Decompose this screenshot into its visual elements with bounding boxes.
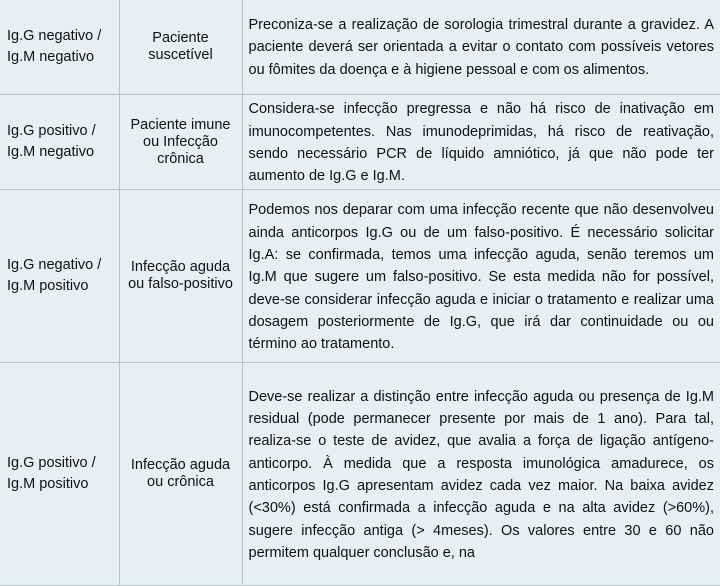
interpretation-cell: Infecção aguda ou falso-positivo bbox=[119, 190, 242, 363]
igg-result: Ig.G positivo / bbox=[7, 455, 96, 471]
serology-result-cell bbox=[0, 0, 119, 95]
conduct-cell: Deve-se realizar a distinção entre infecção aguda ou presença de Ig.M residual (pode permanecer presente por mais de 1 ano). Para tal, realiza-se o teste de avidez, que avalia a força de ligação antígeno-anticorpo. À medida que a resposta imunológica amadurece, os anticorpos Ig.G apresentam avidez cada vez maior. Na baixa avidez (<30%) está confirmada a infecção aguda e na alta avidez (>60%), sugere infecção antiga (> 4meses). Os valores entre 30 e 60 não permitem qualquer conclusão e, na bbox=[242, 363, 720, 586]
igm-result: Ig.M negativo bbox=[7, 49, 95, 65]
igm-result: Ig.M negativo bbox=[7, 144, 95, 160]
conduct-cell: Podemos nos deparar com uma infecção recente que não desenvolveu ainda anticorpos Ig.G ou de um falso-positivo. É necessário solicitar Ig.A: se confirmada, temos uma infecção aguda, senão teremos um Ig.M que sugere um falso-positivo. Se esta medida não for possível, deve-se considerar infecção aguda e iniciar o tratamento e realizar uma dosagem posteriormente de Ig.G, que irá dar continuidade ou ou término ao tratamento. bbox=[242, 190, 720, 363]
igg-result: Ig.G negativo / bbox=[7, 257, 102, 273]
igm-result: Ig.M positivo bbox=[7, 476, 89, 492]
serology-result-cell bbox=[0, 190, 119, 363]
table-row bbox=[0, 0, 720, 95]
conduct-cell: Considera-se infecção pregressa e não há risco de inativação em imunocompetentes. Nas imunodeprimidas, há risco de reativação, sendo necessário PCR de líquido amniótico, já que não pode ter aumento de Ig.G e Ig.M. bbox=[242, 95, 720, 190]
table-row bbox=[0, 363, 720, 586]
interpretation-cell: Infecção aguda ou crônica bbox=[119, 363, 242, 586]
igg-result: Ig.G negativo / bbox=[7, 28, 102, 44]
table-row bbox=[0, 95, 720, 190]
conduct-cell: Preconiza-se a realização de sorologia trimestral durante a gravidez. A paciente deverá ser orientada a evitar o contato com possíveis vetores ou fômites da doença e à higiene pessoal e com os alimentos. bbox=[242, 0, 720, 95]
interpretation-cell: Paciente imune ou Infecção crônica bbox=[119, 95, 242, 190]
igg-result: Ig.G positivo / bbox=[7, 123, 96, 139]
interpretation-cell: Paciente suscetível bbox=[119, 0, 242, 95]
igm-result: Ig.M positivo bbox=[7, 278, 89, 294]
serology-result-cell bbox=[0, 95, 119, 190]
table-row bbox=[0, 190, 720, 363]
serology-result-cell bbox=[0, 363, 119, 586]
